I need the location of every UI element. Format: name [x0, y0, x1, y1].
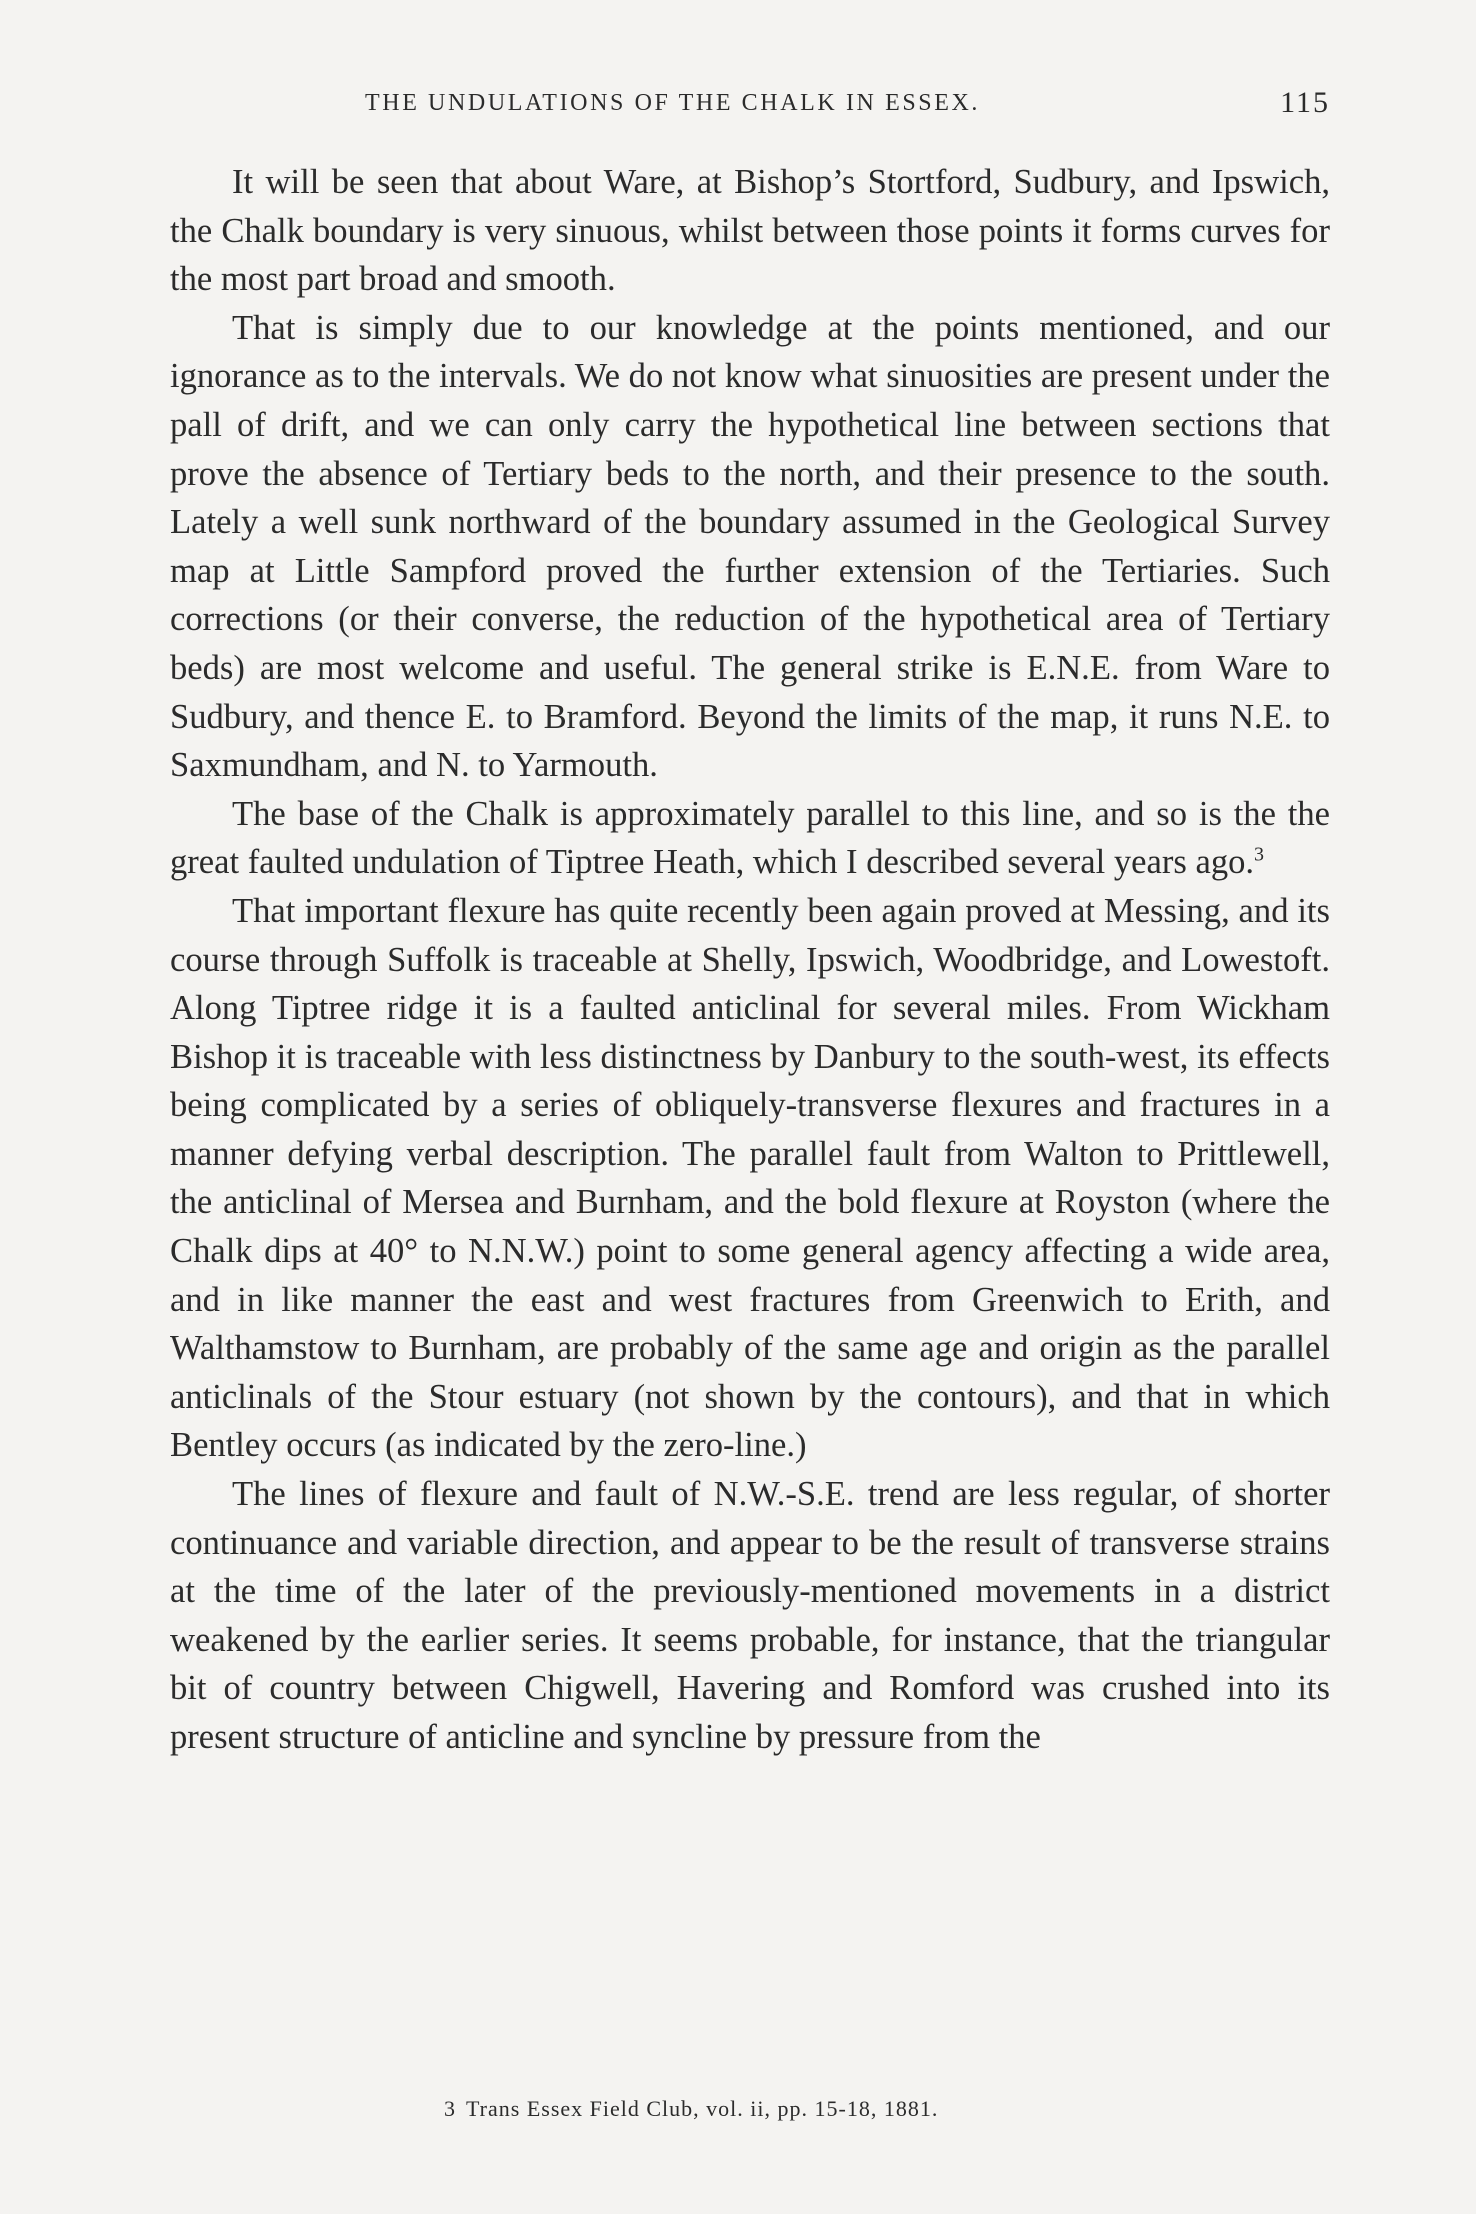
footnote [444, 2096, 938, 2122]
footnote-reference[interactable]: 3 [1254, 843, 1265, 866]
paragraph-5 [170, 1470, 1330, 1762]
body-text [170, 158, 1330, 1762]
paragraph-text: That important flexure has quite recently been again proved at Messing, and its course through Suffolk is traceable at Shelly, Ipswich, Woodbridge, and Lowestoft. Along Tiptree ridge it is a faulted anticlinal for several miles. From Wickham Bishop it is traceable with less distinctness by Danbury to the south-west, its effects being complicated by a series of obliquely-transverse flexures and fractures in a manner defying verbal description. The parallel fault from Walton to Prittlewell, the anticlinal of Mersea and Burnham, and the bold flexure at Royston (where the Chalk dips at 40° to N.N.W.) point to some general agency affecting a wide area, and in like manner the east and west fractures from Greenwich to Erith, and Walthamstow to Burnham, are probably of the same age and origin as the parallel anticlinals of the Stour estuary (not shown by the contours), and that in which Bentley occurs (as indicated by the zero-line.) [170, 891, 1330, 1465]
running-title: THE UNDULATIONS OF THE CHALK IN ESSEX. [365, 90, 981, 116]
running-head [170, 86, 1330, 126]
paragraph-4 [170, 887, 1330, 1470]
paragraph-1 [170, 158, 1330, 304]
footnote-text: Trans Essex Field Club, vol. ii, pp. 15-18, 1881. [466, 2096, 939, 2121]
paragraph-3 [170, 790, 1330, 887]
paragraph-2 [170, 304, 1330, 790]
page-number: 115 [1280, 86, 1330, 119]
paragraph-text: The lines of flexure and fault of N.W.-S.E. trend are less regular, of shorter continuance and variable direction, and appear to be the result of transverse strains at the time of the later of the previously-mentioned movements in a district weakened by the earlier series. It seems probable, for instance, that the triangular bit of country between Chigwell, Havering and Romford was crushed into its present structure of anticline and syncline by pressure from the [170, 1475, 1330, 1756]
footnote-number: 3 [444, 2096, 456, 2121]
paragraph-text: It will be seen that about Ware, at Bishop’s Stortford, Sudbury, and Ipswich, the Chalk boundary is very sinuous, whilst between those points it forms curves for the most part broad and smooth. [170, 163, 1330, 299]
paragraph-text: That is simply due to our knowledge at the points mentioned, and our ignorance as to the intervals. We do not know what sinuosities are present under the pall of drift, and we can only carry the hypothetical line between sections that prove the absence of Tertiary beds to the north, and their presence to the south. Lately a well sunk northward of the boundary assumed in the Geological Survey map at Little Sampford proved the further extension of the Tertiaries. Such corrections (or their converse, the reduction of the hypothetical area of Tertiary beds) are most welcome and useful. The general strike is E.N.E. from Ware to Sudbury, and thence E. to Bramford. Beyond the limits of the map, it runs N.E. to Saxmundham, and N. to Yarmouth. [170, 308, 1330, 785]
paragraph-text: The base of the Chalk is approximately parallel to this line, and so is the the great faulted undulation of Tiptree Heath, which I described several years ago. [170, 794, 1330, 882]
